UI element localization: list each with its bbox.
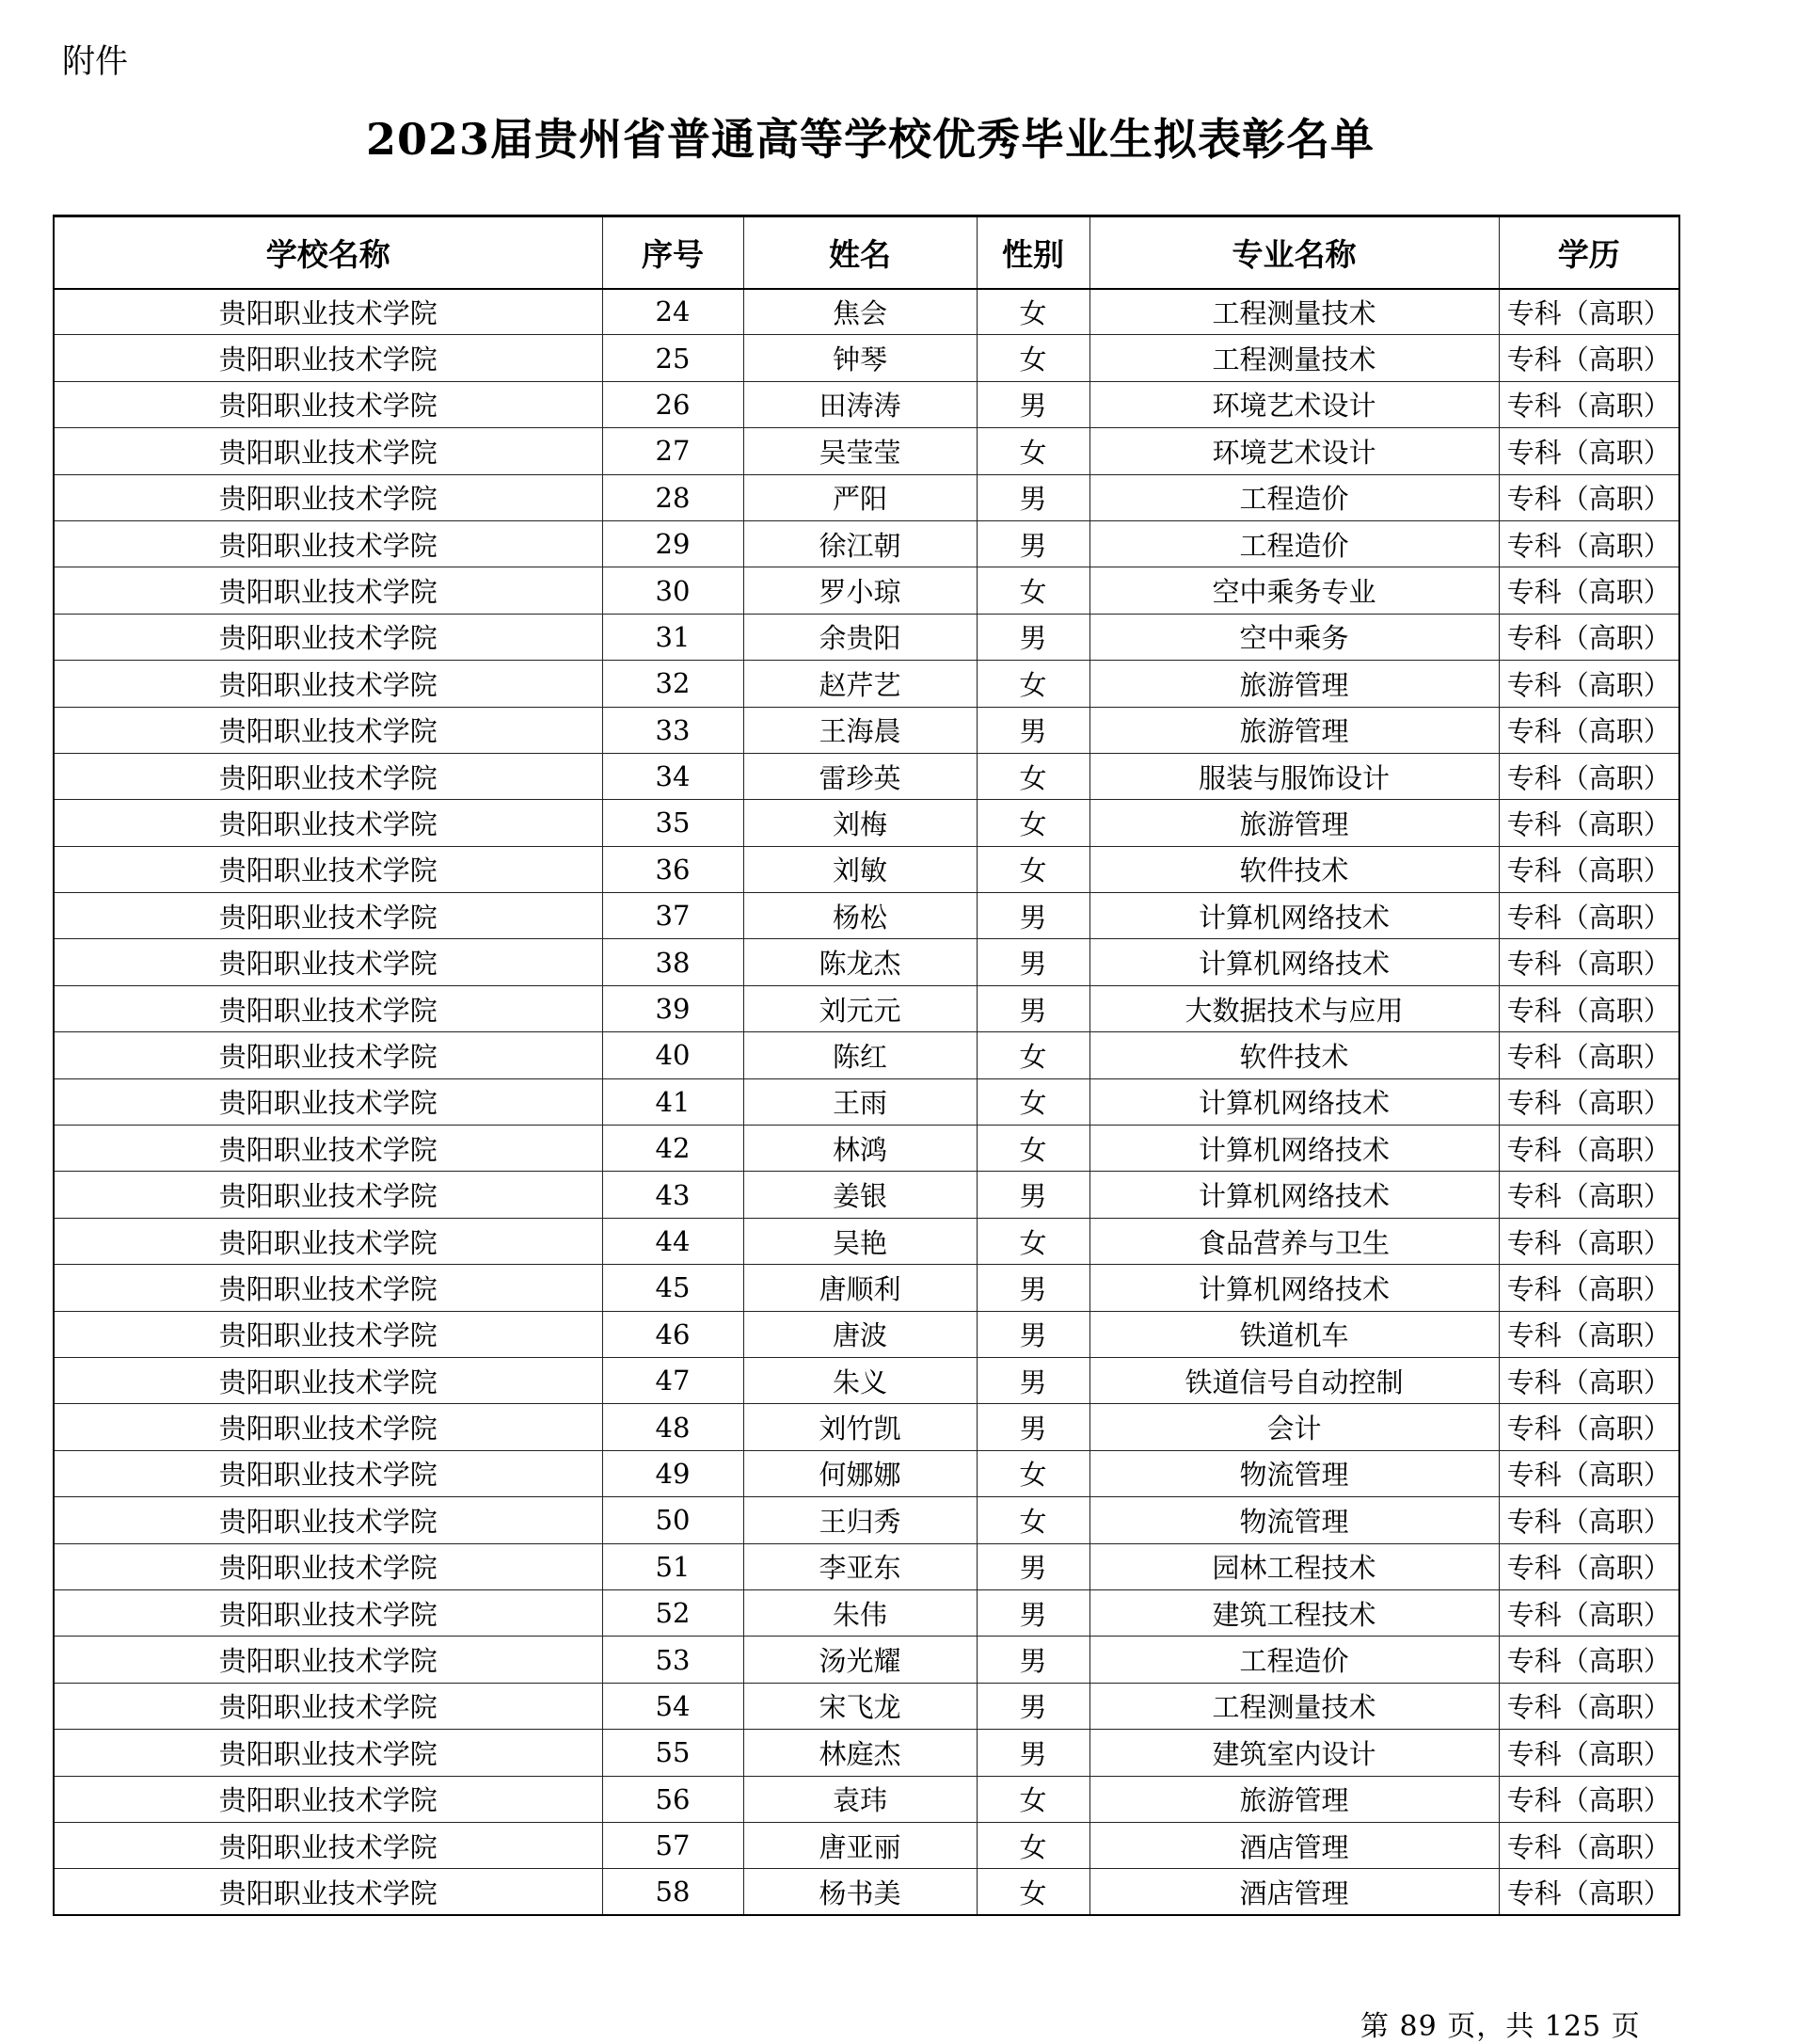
- cell-gender: 男: [977, 1311, 1089, 1357]
- table-row: [54, 661, 1679, 707]
- table-row: [54, 335, 1679, 381]
- cell-major: 计算机网络技术: [1089, 1126, 1499, 1172]
- table-header: [54, 216, 1679, 289]
- cell-gender: 女: [977, 335, 1089, 381]
- cell-major: 物流管理: [1089, 1450, 1499, 1496]
- cell-major: 计算机网络技术: [1089, 1078, 1499, 1125]
- cell-gender: 女: [977, 1450, 1089, 1496]
- cell-education: 专科（高职）: [1499, 1637, 1679, 1683]
- table-row: [54, 1589, 1679, 1636]
- cell-name: 李亚东: [743, 1543, 977, 1589]
- cell-name: 严阳: [743, 474, 977, 520]
- cell-name: 袁玮: [743, 1776, 977, 1822]
- cell-gender: 女: [977, 661, 1089, 707]
- cell-education: 专科（高职）: [1499, 661, 1679, 707]
- cell-serial: 49: [602, 1450, 743, 1496]
- cell-serial: 47: [602, 1357, 743, 1403]
- cell-major: 铁道信号自动控制: [1089, 1357, 1499, 1403]
- cell-gender: 男: [977, 1357, 1089, 1403]
- cell-serial: 33: [602, 707, 743, 753]
- cell-serial: 58: [602, 1869, 743, 1915]
- cell-education: 专科（高职）: [1499, 1869, 1679, 1915]
- cell-gender: 男: [977, 1404, 1089, 1450]
- cell-gender: 男: [977, 1730, 1089, 1776]
- cell-major: 食品营养与卫生: [1089, 1218, 1499, 1264]
- table-row: [54, 1078, 1679, 1125]
- cell-serial: 28: [602, 474, 743, 520]
- cell-education: 专科（高职）: [1499, 1126, 1679, 1172]
- cell-name: 雷珍英: [743, 753, 977, 799]
- cell-school: 贵阳职业技术学院: [54, 614, 602, 660]
- attachment-label: 附件: [62, 43, 129, 81]
- cell-gender: 男: [977, 614, 1089, 660]
- cell-name: 唐波: [743, 1311, 977, 1357]
- cell-school: 贵阳职业技术学院: [54, 893, 602, 939]
- cell-name: 林庭杰: [743, 1730, 977, 1776]
- cell-gender: 女: [977, 1032, 1089, 1078]
- cell-education: 专科（高职）: [1499, 567, 1679, 614]
- table-row: [54, 1637, 1679, 1683]
- cell-name: 杨松: [743, 893, 977, 939]
- cell-school: 贵阳职业技术学院: [54, 1032, 602, 1078]
- cell-school: 贵阳职业技术学院: [54, 939, 602, 985]
- table-row: [54, 1404, 1679, 1450]
- cell-school: 贵阳职业技术学院: [54, 1078, 602, 1125]
- cell-serial: 29: [602, 520, 743, 567]
- cell-education: 专科（高职）: [1499, 1311, 1679, 1357]
- cell-name: 杨书美: [743, 1869, 977, 1915]
- cell-education: 专科（高职）: [1499, 1683, 1679, 1729]
- cell-serial: 55: [602, 1730, 743, 1776]
- cell-gender: 男: [977, 381, 1089, 427]
- cell-gender: 女: [977, 1078, 1089, 1125]
- cell-gender: 男: [977, 520, 1089, 567]
- cell-school: 贵阳职业技术学院: [54, 753, 602, 799]
- cell-school: 贵阳职业技术学院: [54, 474, 602, 520]
- table-row: [54, 707, 1679, 753]
- cell-name: 王归秀: [743, 1497, 977, 1543]
- cell-serial: 51: [602, 1543, 743, 1589]
- cell-school: 贵阳职业技术学院: [54, 846, 602, 892]
- cell-serial: 32: [602, 661, 743, 707]
- cell-gender: 女: [977, 753, 1089, 799]
- cell-name: 钟琴: [743, 335, 977, 381]
- cell-name: 余贵阳: [743, 614, 977, 660]
- cell-gender: 女: [977, 1218, 1089, 1264]
- cell-serial: 34: [602, 753, 743, 799]
- cell-serial: 56: [602, 1776, 743, 1822]
- table-row: [54, 800, 1679, 846]
- cell-school: 贵阳职业技术学院: [54, 1311, 602, 1357]
- cell-education: 专科（高职）: [1499, 1404, 1679, 1450]
- cell-gender: 女: [977, 1126, 1089, 1172]
- header-education: 学历: [1499, 216, 1679, 289]
- table-row: [54, 1172, 1679, 1218]
- cell-education: 专科（高职）: [1499, 1822, 1679, 1868]
- cell-name: 王雨: [743, 1078, 977, 1125]
- cell-gender: 男: [977, 1172, 1089, 1218]
- cell-name: 何娜娜: [743, 1450, 977, 1496]
- cell-school: 贵阳职业技术学院: [54, 1730, 602, 1776]
- cell-major: 旅游管理: [1089, 1776, 1499, 1822]
- cell-name: 宋飞龙: [743, 1683, 977, 1729]
- cell-major: 软件技术: [1089, 1032, 1499, 1078]
- header-row: [54, 216, 1679, 289]
- cell-gender: 女: [977, 800, 1089, 846]
- cell-serial: 43: [602, 1172, 743, 1218]
- page-title: 2023届贵州省普通高等学校优秀毕业生拟表彰名单: [365, 114, 1376, 165]
- cell-school: 贵阳职业技术学院: [54, 335, 602, 381]
- cell-education: 专科（高职）: [1499, 428, 1679, 474]
- cell-name: 王海晨: [743, 707, 977, 753]
- cell-major: 计算机网络技术: [1089, 1265, 1499, 1311]
- cell-gender: 女: [977, 846, 1089, 892]
- cell-school: 贵阳职业技术学院: [54, 520, 602, 567]
- cell-school: 贵阳职业技术学院: [54, 1869, 602, 1915]
- header-serial: 序号: [602, 216, 743, 289]
- table-row: [54, 1032, 1679, 1078]
- cell-education: 专科（高职）: [1499, 1730, 1679, 1776]
- cell-major: 环境艺术设计: [1089, 381, 1499, 427]
- cell-name: 罗小琼: [743, 567, 977, 614]
- cell-serial: 27: [602, 428, 743, 474]
- cell-school: 贵阳职业技术学院: [54, 381, 602, 427]
- cell-name: 徐江朝: [743, 520, 977, 567]
- cell-school: 贵阳职业技术学院: [54, 1497, 602, 1543]
- cell-education: 专科（高职）: [1499, 289, 1679, 335]
- cell-major: 工程造价: [1089, 474, 1499, 520]
- cell-major: 旅游管理: [1089, 661, 1499, 707]
- cell-gender: 男: [977, 1683, 1089, 1729]
- cell-serial: 44: [602, 1218, 743, 1264]
- cell-education: 专科（高职）: [1499, 893, 1679, 939]
- table-row: [54, 1822, 1679, 1868]
- cell-education: 专科（高职）: [1499, 474, 1679, 520]
- table-row: [54, 1497, 1679, 1543]
- cell-serial: 37: [602, 893, 743, 939]
- table-row: [54, 289, 1679, 335]
- cell-major: 旅游管理: [1089, 800, 1499, 846]
- table-row: [54, 846, 1679, 892]
- header-school: 学校名称: [54, 216, 602, 289]
- cell-serial: 35: [602, 800, 743, 846]
- cell-gender: 男: [977, 474, 1089, 520]
- cell-gender: 男: [977, 985, 1089, 1031]
- cell-major: 会计: [1089, 1404, 1499, 1450]
- cell-name: 陈红: [743, 1032, 977, 1078]
- cell-major: 酒店管理: [1089, 1869, 1499, 1915]
- table-row: [54, 1730, 1679, 1776]
- header-major: 专业名称: [1089, 216, 1499, 289]
- page-footer: 第 89 页，共 125 页: [1360, 2010, 1641, 2043]
- cell-school: 贵阳职业技术学院: [54, 1776, 602, 1822]
- cell-major: 计算机网络技术: [1089, 939, 1499, 985]
- cell-gender: 女: [977, 567, 1089, 614]
- cell-education: 专科（高职）: [1499, 614, 1679, 660]
- cell-major: 服装与服饰设计: [1089, 753, 1499, 799]
- cell-education: 专科（高职）: [1499, 1032, 1679, 1078]
- cell-education: 专科（高职）: [1499, 1078, 1679, 1125]
- cell-serial: 50: [602, 1497, 743, 1543]
- table-row: [54, 985, 1679, 1031]
- cell-major: 建筑工程技术: [1089, 1589, 1499, 1636]
- cell-name: 唐顺利: [743, 1265, 977, 1311]
- table-row: [54, 1311, 1679, 1357]
- cell-major: 园林工程技术: [1089, 1543, 1499, 1589]
- cell-gender: 男: [977, 1543, 1089, 1589]
- cell-education: 专科（高职）: [1499, 1776, 1679, 1822]
- cell-education: 专科（高职）: [1499, 800, 1679, 846]
- cell-serial: 45: [602, 1265, 743, 1311]
- cell-major: 计算机网络技术: [1089, 1172, 1499, 1218]
- cell-education: 专科（高职）: [1499, 335, 1679, 381]
- cell-major: 工程测量技术: [1089, 335, 1499, 381]
- header-name: 姓名: [743, 216, 977, 289]
- header-gender: 性别: [977, 216, 1089, 289]
- cell-gender: 女: [977, 1497, 1089, 1543]
- cell-gender: 男: [977, 1637, 1089, 1683]
- cell-education: 专科（高职）: [1499, 381, 1679, 427]
- honoree-table: [53, 215, 1680, 1916]
- cell-school: 贵阳职业技术学院: [54, 985, 602, 1031]
- cell-serial: 26: [602, 381, 743, 427]
- cell-name: 田涛涛: [743, 381, 977, 427]
- cell-education: 专科（高职）: [1499, 520, 1679, 567]
- cell-serial: 53: [602, 1637, 743, 1683]
- cell-serial: 24: [602, 289, 743, 335]
- cell-serial: 57: [602, 1822, 743, 1868]
- cell-major: 工程测量技术: [1089, 289, 1499, 335]
- cell-school: 贵阳职业技术学院: [54, 1543, 602, 1589]
- cell-gender: 男: [977, 1265, 1089, 1311]
- cell-name: 朱义: [743, 1357, 977, 1403]
- cell-major: 空中乘务专业: [1089, 567, 1499, 614]
- cell-major: 环境艺术设计: [1089, 428, 1499, 474]
- cell-education: 专科（高职）: [1499, 1218, 1679, 1264]
- cell-education: 专科（高职）: [1499, 1497, 1679, 1543]
- table-row: [54, 614, 1679, 660]
- table-row: [54, 1265, 1679, 1311]
- cell-school: 贵阳职业技术学院: [54, 289, 602, 335]
- cell-serial: 54: [602, 1683, 743, 1729]
- table-row: [54, 520, 1679, 567]
- cell-education: 专科（高职）: [1499, 1172, 1679, 1218]
- cell-serial: 41: [602, 1078, 743, 1125]
- cell-serial: 46: [602, 1311, 743, 1357]
- table-row: [54, 567, 1679, 614]
- cell-name: 刘元元: [743, 985, 977, 1031]
- table-row: [54, 1776, 1679, 1822]
- table-row: [54, 1218, 1679, 1264]
- cell-school: 贵阳职业技术学院: [54, 1218, 602, 1264]
- cell-gender: 女: [977, 1869, 1089, 1915]
- cell-serial: 38: [602, 939, 743, 985]
- cell-major: 工程测量技术: [1089, 1683, 1499, 1729]
- cell-serial: 31: [602, 614, 743, 660]
- cell-major: 工程造价: [1089, 1637, 1499, 1683]
- table-row: [54, 1126, 1679, 1172]
- cell-school: 贵阳职业技术学院: [54, 1172, 602, 1218]
- cell-school: 贵阳职业技术学院: [54, 1126, 602, 1172]
- cell-gender: 男: [977, 1589, 1089, 1636]
- table-row: [54, 1357, 1679, 1403]
- cell-name: 刘敏: [743, 846, 977, 892]
- table-row: [54, 1683, 1679, 1729]
- table-row: [54, 474, 1679, 520]
- cell-gender: 男: [977, 707, 1089, 753]
- cell-serial: 48: [602, 1404, 743, 1450]
- cell-major: 铁道机车: [1089, 1311, 1499, 1357]
- cell-major: 酒店管理: [1089, 1822, 1499, 1868]
- cell-education: 专科（高职）: [1499, 707, 1679, 753]
- cell-name: 汤光耀: [743, 1637, 977, 1683]
- table-row: [54, 1543, 1679, 1589]
- cell-serial: 42: [602, 1126, 743, 1172]
- cell-serial: 52: [602, 1589, 743, 1636]
- cell-major: 计算机网络技术: [1089, 893, 1499, 939]
- cell-school: 贵阳职业技术学院: [54, 567, 602, 614]
- cell-name: 林鸿: [743, 1126, 977, 1172]
- cell-education: 专科（高职）: [1499, 1265, 1679, 1311]
- cell-education: 专科（高职）: [1499, 1450, 1679, 1496]
- cell-name: 姜银: [743, 1172, 977, 1218]
- table-row: [54, 381, 1679, 427]
- table-row: [54, 939, 1679, 985]
- cell-name: 刘梅: [743, 800, 977, 846]
- cell-gender: 女: [977, 1822, 1089, 1868]
- cell-school: 贵阳职业技术学院: [54, 1683, 602, 1729]
- cell-serial: 36: [602, 846, 743, 892]
- cell-name: 刘竹凯: [743, 1404, 977, 1450]
- cell-major: 软件技术: [1089, 846, 1499, 892]
- cell-education: 专科（高职）: [1499, 939, 1679, 985]
- cell-education: 专科（高职）: [1499, 753, 1679, 799]
- table-row: [54, 428, 1679, 474]
- cell-school: 贵阳职业技术学院: [54, 1265, 602, 1311]
- cell-education: 专科（高职）: [1499, 846, 1679, 892]
- table-row: [54, 1869, 1679, 1915]
- table-row: [54, 753, 1679, 799]
- cell-education: 专科（高职）: [1499, 1543, 1679, 1589]
- cell-school: 贵阳职业技术学院: [54, 1589, 602, 1636]
- cell-serial: 39: [602, 985, 743, 1031]
- cell-major: 旅游管理: [1089, 707, 1499, 753]
- cell-gender: 女: [977, 1776, 1089, 1822]
- cell-name: 赵芹艺: [743, 661, 977, 707]
- table-row: [54, 1450, 1679, 1496]
- table-row: [54, 893, 1679, 939]
- cell-school: 贵阳职业技术学院: [54, 661, 602, 707]
- cell-name: 陈龙杰: [743, 939, 977, 985]
- cell-serial: 30: [602, 567, 743, 614]
- cell-name: 唐亚丽: [743, 1822, 977, 1868]
- cell-gender: 女: [977, 428, 1089, 474]
- cell-name: 吴艳: [743, 1218, 977, 1264]
- cell-name: 朱伟: [743, 1589, 977, 1636]
- cell-education: 专科（高职）: [1499, 1357, 1679, 1403]
- cell-serial: 40: [602, 1032, 743, 1078]
- cell-school: 贵阳职业技术学院: [54, 1822, 602, 1868]
- cell-major: 空中乘务: [1089, 614, 1499, 660]
- cell-gender: 男: [977, 939, 1089, 985]
- cell-gender: 男: [977, 893, 1089, 939]
- cell-major: 物流管理: [1089, 1497, 1499, 1543]
- cell-school: 贵阳职业技术学院: [54, 1637, 602, 1683]
- cell-major: 建筑室内设计: [1089, 1730, 1499, 1776]
- cell-name: 吴莹莹: [743, 428, 977, 474]
- cell-education: 专科（高职）: [1499, 1589, 1679, 1636]
- cell-school: 贵阳职业技术学院: [54, 1404, 602, 1450]
- cell-serial: 25: [602, 335, 743, 381]
- cell-school: 贵阳职业技术学院: [54, 800, 602, 846]
- cell-school: 贵阳职业技术学院: [54, 707, 602, 753]
- cell-gender: 女: [977, 289, 1089, 335]
- cell-major: 工程造价: [1089, 520, 1499, 567]
- cell-school: 贵阳职业技术学院: [54, 1450, 602, 1496]
- cell-education: 专科（高职）: [1499, 985, 1679, 1031]
- table-body: [54, 289, 1679, 1916]
- cell-name: 焦会: [743, 289, 977, 335]
- cell-school: 贵阳职业技术学院: [54, 428, 602, 474]
- cell-school: 贵阳职业技术学院: [54, 1357, 602, 1403]
- cell-major: 大数据技术与应用: [1089, 985, 1499, 1031]
